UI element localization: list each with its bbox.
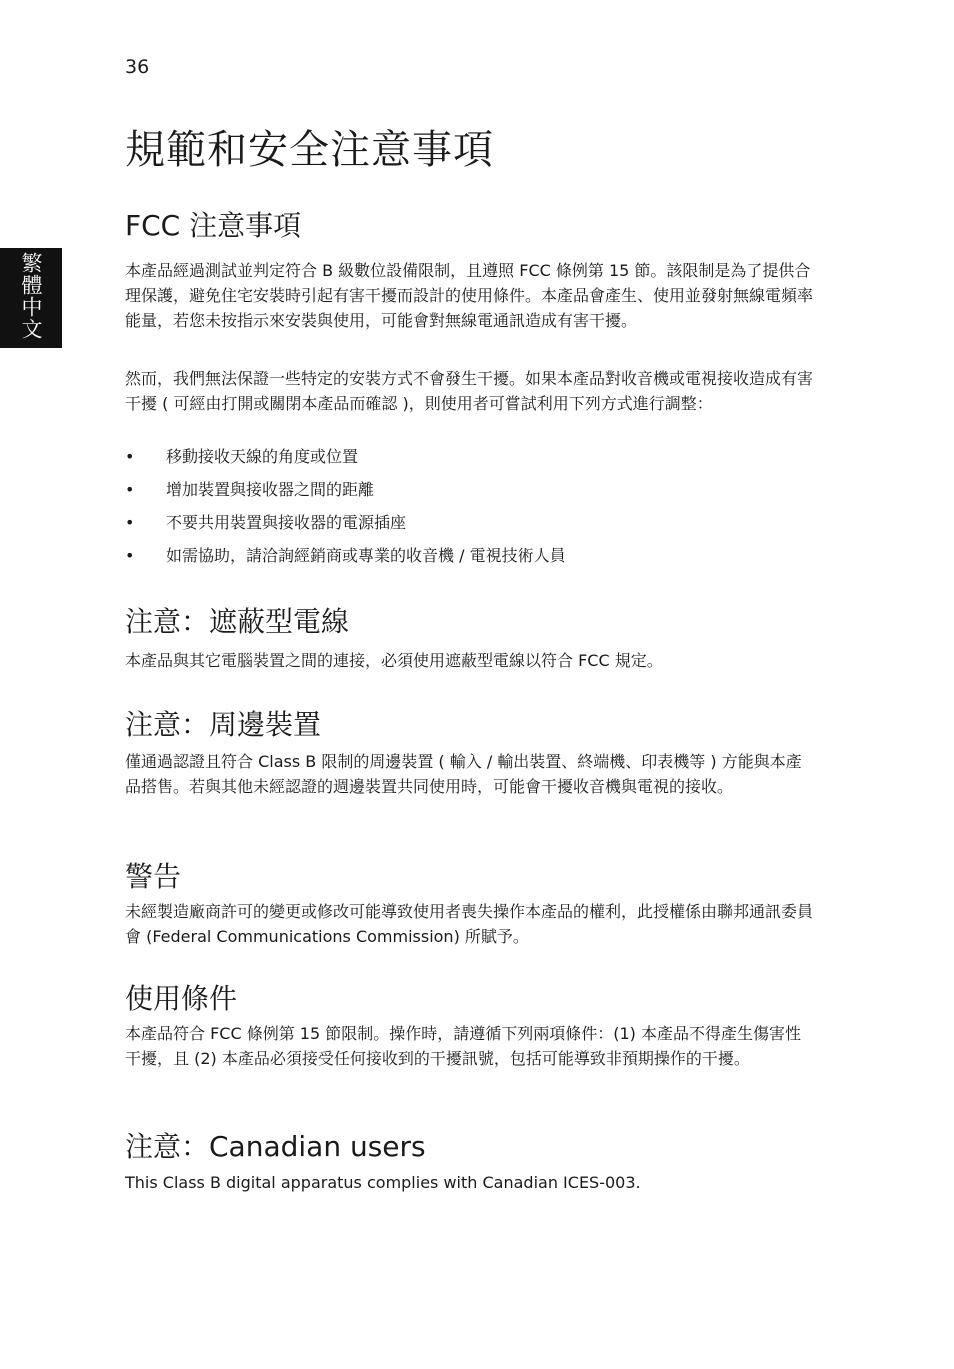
peripherals-heading: 注意：周邊裝置 [125, 708, 322, 741]
fcc-paragraph-2: 然而，我們無法保證一些特定的安裝方式不會發生干擾。如果本產品對收音機或電視接收造成有害干擾 ( 可經由打開或關閉本產品而確認 )，則使用者可嘗試利用下列方式進行調整： [125, 369, 814, 413]
bullet-marker: • [125, 546, 135, 565]
language-side-tab [0, 248, 62, 348]
canadian-users-heading: 注意：Canadian users [125, 1130, 426, 1163]
page-number: 36 [125, 56, 150, 78]
canadian-users-text: This Class B digital apparatus complies with Canadian ICES-003. [125, 1173, 641, 1192]
list-item-text: 移動接收天線的角度或位置 [166, 447, 359, 466]
list-item [125, 444, 815, 477]
fcc-heading: FCC 注意事項 [125, 209, 302, 242]
list-item [125, 510, 815, 543]
list-item-text: 如需協助，請洽詢經銷商或專業的收音機 / 電視技術人員 [166, 546, 566, 565]
interference-remedy-list [125, 444, 815, 576]
fcc-paragraph-1: 本產品經過測試並判定符合 B 級數位設備限制，且遵照 FCC 條例第 15 節。該限制是為了提供合理保護，避免住宅安裝時引起有害干擾而設計的使用條件。本產品會產生、使用並發射無線電頻率能量，若您未按指示來安裝與使用，可能會對無線電通訊造成有害干擾。 [125, 261, 814, 330]
language-side-tab-label: 繁體中文 [19, 252, 43, 340]
conditions-heading: 使用條件 [125, 982, 238, 1015]
warning-text: 未經製造廠商許可的變更或修改可能導致使用者喪失操作本產品的權利，此授權係由聯邦通訊委員會 (Federal Communications Commission) 所賦予。 [125, 902, 814, 946]
list-item [125, 543, 815, 576]
page-title: 規範和安全注意事項 [125, 127, 494, 173]
bullet-marker: • [125, 480, 135, 499]
shielded-cable-text: 本產品與其它電腦裝置之間的連接，必須使用遮蔽型電線以符合 FCC 規定。 [125, 651, 663, 670]
list-item-text: 不要共用裝置與接收器的電源插座 [166, 513, 407, 532]
warning-heading: 警告 [125, 860, 182, 893]
shielded-cable-heading: 注意：遮蔽型電線 [125, 605, 350, 638]
conditions-text: 本產品符合 FCC 條例第 15 節限制。操作時，請遵循下列兩項條件：(1) 本產品不得產生傷害性干擾，且 (2) 本產品必須接受任何接收到的干擾訊號，包括可能導致非預期操作的干擾。 [125, 1024, 802, 1068]
bullet-marker: • [125, 447, 135, 466]
list-item [125, 477, 815, 510]
bullet-marker: • [125, 513, 135, 532]
peripherals-text: 僅通過認證且符合 Class B 限制的周邊裝置 ( 輸入 / 輸出裝置、終端機、印表機等 ) 方能與本產品搭售。若與其他未經認證的週邊裝置共同使用時，可能會干擾收音機與電視的接收。 [125, 752, 802, 796]
list-item-text: 增加裝置與接收器之間的距離 [166, 480, 375, 499]
